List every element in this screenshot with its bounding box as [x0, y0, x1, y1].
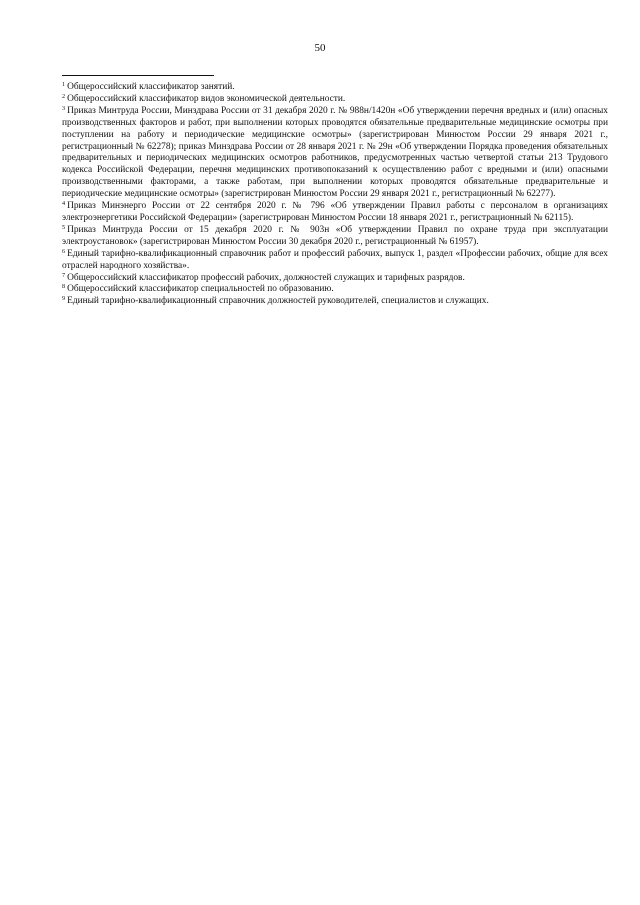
footnote-marker: 7 [62, 271, 66, 279]
footnote-text: Единый тарифно-квалификационный справочник должностей руководителей, специалистов и служащих. [67, 296, 489, 307]
footnote-marker: 6 [62, 247, 66, 255]
footnote-text: Общероссийский классификатор профессий рабочих, должностей служащих и тарифных разрядов. [67, 272, 465, 283]
footnote-marker: 8 [62, 283, 66, 291]
footnotes-list [62, 82, 608, 308]
footnote-1 [62, 82, 608, 94]
footnote-6 [62, 249, 608, 273]
footnote-marker: 3 [62, 104, 66, 112]
footnote-marker: 2 [62, 92, 66, 100]
footnote-7 [62, 273, 608, 285]
footnote-text: Приказ Минтруда России, Минздрава России от 31 декабря 2020 г. № 988н/1420н «Об утверждении перечня вредных и (или) опасных производственных факторов и работ, при выполнении которых проводятся обязательные предварительные медицинские осмотры при поступлении на работу и периодические медицинские осмотры» (зарегистрирован Минюстом России 29 января 2021 г., регистрационный № 62278); приказ Минздрава России от 28 января 2021 г. № 29н «Об утверждении Порядка проведения обязательных предварительных и периодических медицинских осмотров работников, предусмотренных частью четвертой статьи 213 Трудового кодекса Российской Федерации, перечня медицинских противопоказаний к осуществлению работ с вредными и (или) опасными производственными факторами, а также работам, при выполнении которых проводятся обязательные предварительные и периодические медицинские осмотры» (зарегистрирован Минюстом России 29 января 2021 г., регистрационный № 62277). [62, 105, 608, 200]
footnote-text: Приказ Минэнерго России от 22 сентября 2020 г. № 796 «Об утверждении Правил работы с персоналом в организациях электроэнергетики Российской Федерации» (зарегистрирован Минюстом России 18 января 2021 г., регистрационный № 62115). [62, 201, 608, 223]
footnote-3 [62, 106, 608, 201]
page-number: 50 [314, 42, 326, 54]
footnote-2 [62, 94, 608, 106]
footnote-5 [62, 225, 608, 249]
footnote-text: Общероссийский классификатор специальностей по образованию. [67, 284, 334, 295]
footnote-4 [62, 201, 608, 225]
footnote-marker: 4 [62, 200, 66, 208]
footnote-separator [62, 75, 214, 76]
footnote-text: Приказ Минтруда России от 15 декабря 2020 г. № 903н «Об утверждении Правил по охране труда при эксплуатации электроустановок» (зарегистрирован Минюстом России 30 декабря 2020 г., регистрационный № 61957). [62, 224, 608, 247]
footnote-marker: 5 [62, 223, 66, 231]
footnote-text: Общероссийский классификатор видов экономической деятельности. [67, 93, 346, 104]
footnote-8 [62, 284, 608, 296]
footnote-text: Единый тарифно-квалификационный справочник работ и профессий рабочих, выпуск 1, раздел «Профессии рабочих, общие для всех отраслей народного хозяйства». [62, 248, 608, 271]
footnote-marker: 9 [62, 295, 66, 303]
footnote-9 [62, 296, 608, 308]
footnote-marker: 1 [62, 81, 66, 88]
footnote-text: Общероссийский классификатор занятий. [67, 82, 235, 92]
